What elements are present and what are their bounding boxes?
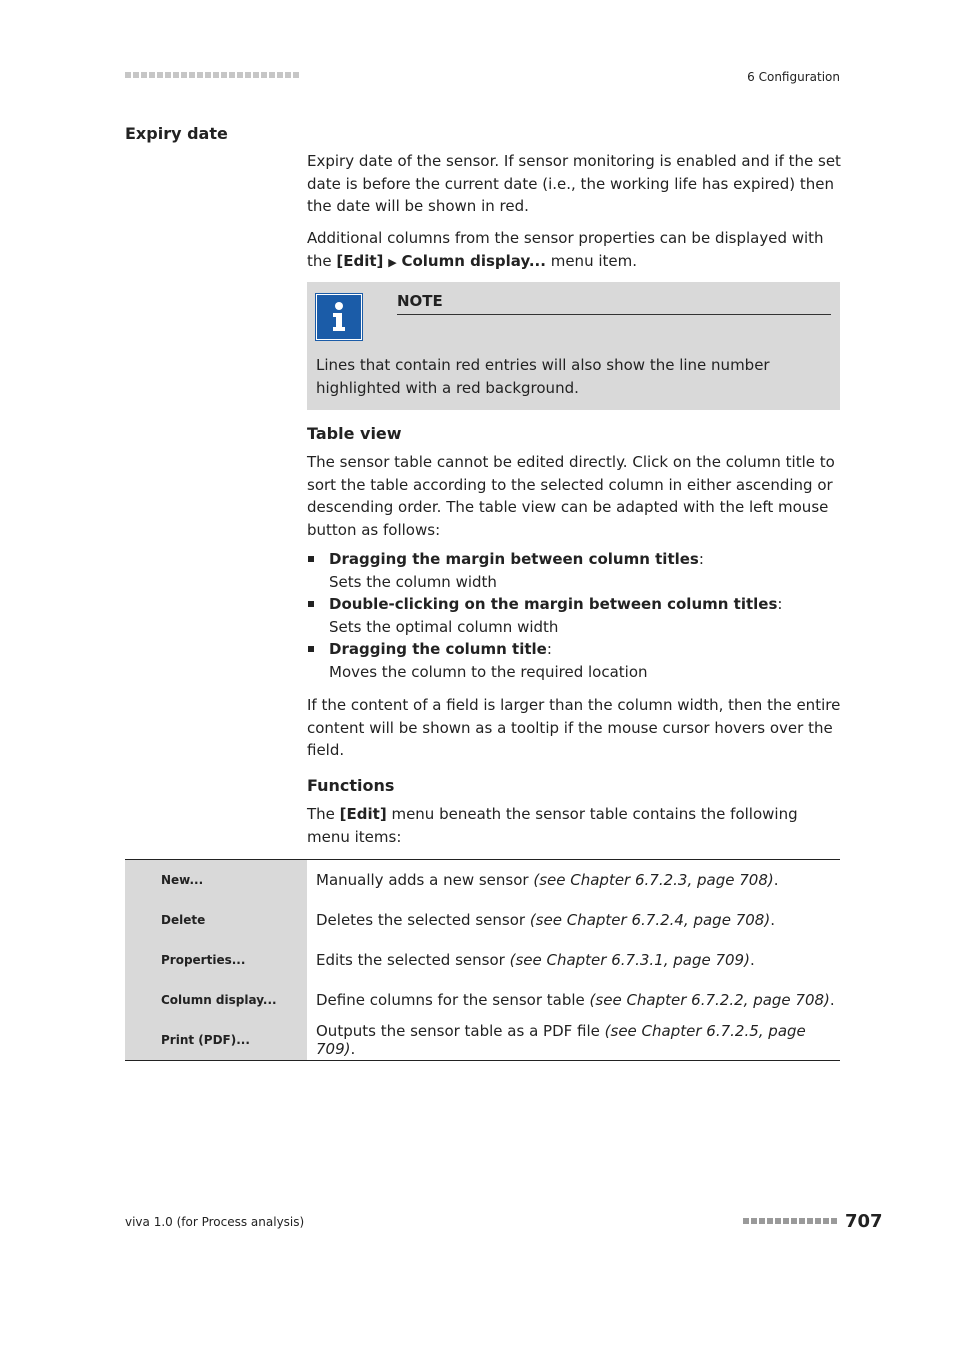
menu-items-table (125, 859, 840, 1061)
table-view-heading: Table view (307, 424, 402, 443)
bullet-icon (308, 646, 314, 652)
menu-item-name: Print (PDF)... (125, 1020, 307, 1060)
menu-item-name: New... (125, 860, 307, 900)
table-row (125, 1020, 840, 1060)
menu-item-desc: Deletes the selected sensor (see Chapter 6.7.2.4, page 708). (316, 911, 775, 929)
info-icon (316, 294, 362, 340)
menu-item-name: Properties... (125, 940, 307, 980)
column-display-ref: Column display... (401, 251, 546, 270)
menu-arrow-icon: ▶ (388, 255, 397, 269)
note-text: Lines that contain red entries will also show the line number highlighted with a red background. (316, 356, 770, 397)
table-row (125, 980, 840, 1020)
header-chapter: 6 Configuration (747, 70, 840, 84)
menu-item-desc: Outputs the sensor table as a PDF file (see Chapter 6.7.2.5, page 709). (316, 1022, 806, 1058)
header-decoration (125, 70, 307, 80)
menu-item-desc: Define columns for the sensor table (see Chapter 6.7.2.2, page 708). (316, 991, 835, 1009)
menu-item-name: Delete (125, 900, 307, 940)
table-view-actions (307, 548, 841, 683)
table-row (125, 860, 840, 900)
menu-item-desc: Edits the selected sensor (see Chapter 6.7.3.1, page 709). (316, 951, 755, 969)
tooltip-text: If the content of a field is larger than the column width, then the entire content will be shown as a tooltip if the mouse cursor hovers over the field. (307, 696, 841, 759)
list-item: Dragging the margin between column titles: Sets the column width (307, 548, 841, 593)
page-number: 707 (845, 1211, 883, 1232)
bullet-icon (308, 601, 314, 607)
list-item: Double-clicking on the margin between column titles: Sets the optimal column width (307, 593, 841, 638)
footer-decoration (743, 1218, 837, 1224)
functions-heading: Functions (307, 776, 395, 795)
expiry-description: Expiry date of the sensor. If sensor monitoring is enabled and if the set date is before the current date (i.e., the working life has expired) then the date will be shown in red. (307, 152, 841, 215)
footer-product: viva 1.0 (for Process analysis) (125, 1215, 305, 1229)
table-view-text: The sensor table cannot be edited directly. Click on the column title to sort the table according to the selected column in either ascending or descending order. The table view can be adapted with the left mouse button as follows: (307, 453, 835, 539)
table-row (125, 900, 840, 940)
edit-menu-ref: [Edit] (336, 251, 384, 270)
section-title: Expiry date (125, 124, 228, 143)
table-row (125, 940, 840, 980)
note-title: NOTE (397, 292, 831, 315)
additional-columns-text: Additional columns from the sensor properties can be displayed with the [Edit] ▶ Column display... menu item. (307, 229, 824, 270)
functions-intro: The [Edit] menu beneath the sensor table contains the following menu items: (307, 805, 798, 846)
menu-item-name: Column display... (125, 980, 307, 1020)
list-item: Dragging the column title: Moves the column to the required location (307, 638, 841, 683)
note-box (307, 282, 840, 410)
bullet-icon (308, 556, 314, 562)
menu-item-desc: Manually adds a new sensor (see Chapter 6.7.2.3, page 708). (316, 871, 779, 889)
